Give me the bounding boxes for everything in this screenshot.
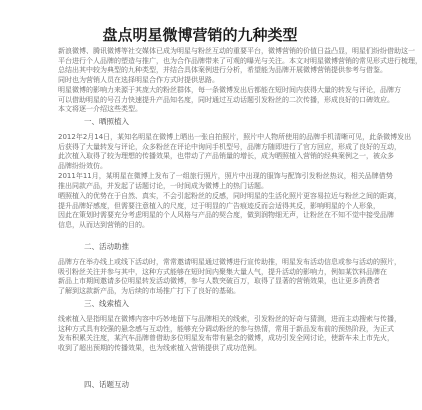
section-heading: 四、话题互动 [84, 380, 129, 389]
paragraph-line: 本文将逐一介绍这些类型。 [58, 105, 142, 114]
paragraph-line: 了解到这款新产品，为后续的市场推广打下了良好的基础。 [58, 286, 240, 295]
paragraph-line: 同时也为营销人员在选择明星合作方式时提供思路。 [58, 75, 219, 84]
paragraph-line: 总结出其中较为典型的九种类型，并结合具体案例进行分析，希望能为品牌开展微博营销提供参考与借鉴。 [58, 66, 387, 75]
paragraph-line: 推出同款产品，并发起了话题讨论，一时间成为微博上的热门话题。 [58, 181, 268, 190]
paragraph-line: 收到了超出预期的传播效果，也为线索植入营销提供了成功范例。 [58, 343, 261, 352]
paragraph-line: 平台进行个人品牌的塑造与推广，也为合作品牌带来了可观的曝光与关注。本文对明星微博营销的常见形式进行梳理， [58, 56, 422, 65]
paragraph-line: 此次植入取得了较为理想的传播效果，也带动了产品销量的增长，成为晒照植入营销的经典案例之一，被众多 [58, 152, 394, 161]
paragraph-line: 吸引粉丝关注并参与其中，这种方式能够在短时间内聚集大量人气，提升活动的影响力，例如某饮料品牌在 [58, 267, 387, 276]
paragraph-line: 这种方式具有较强的悬念感与互动性，能够充分调动粉丝的参与热情，常用于新品发布前的预热阶段，为正式 [58, 324, 394, 333]
paragraph-line: 后获得了大量转发与评论，众多粉丝在评论中询问手机型号，品牌方随即进行了官方回应，形成了良好的互动， [58, 142, 401, 151]
paragraph-line: 明星微博的影响力来源于其庞大的粉丝群体，每一条微博发出后都能在短时间内获得大量的转发与评论，品牌方 [58, 86, 401, 94]
paragraph-line: 品牌方在举办线上或线下活动时，常常邀请明星通过微博进行宣传助推，明星发布活动信息或参与活动的照片， [58, 258, 401, 266]
paragraph-line: 信息，从而达到营销的目的。 [58, 220, 149, 229]
paragraph-line: 品牌纷纷效仿。 [58, 161, 107, 170]
section-heading: 二、活动助推 [84, 242, 129, 251]
paragraph-line: 线索植入是指明星在微博内容中巧妙地留下与品牌相关的线索，引发粉丝的好奇与猜测，进而主动搜索与传播， [58, 315, 401, 323]
paragraph-line: 因此在策划时需要充分考虑明星的个人风格与产品的契合度，做到润物细无声，让粉丝在不知不觉中接受品牌 [58, 211, 394, 220]
paragraph-line: 2012年2月14日，某知名明星在微博上晒出一张自拍照片，照片中人物所使用的品牌手机清晰可见，此条微博发出 [58, 133, 412, 141]
section-heading: 一、晒照植入 [84, 117, 129, 126]
paragraph-line: 发布积累关注度，某汽车品牌曾借助多位明星发布带有悬念的微博，成功引发全网讨论，使新车未上市先火， [58, 334, 394, 343]
paragraph-line: 晒照植入的优势在于自然、真实，不会引起粉丝的反感，同时明星的生活化照片更容易拉近与粉丝之间的距离， [58, 192, 401, 200]
paragraph-line: 新浪微博、腾讯微博等社交媒体已成为明星与粉丝互动的重要平台，微博营销的价值日益凸显，明星们纷纷借助这一 [58, 47, 415, 55]
paragraph-line: 可以借助明星的号召力快速提升产品知名度，同时通过互动话题引发粉丝的二次传播，形成良好的口碑效应。 [58, 95, 394, 104]
paragraph-line: 新品上市期间邀请多位明星转发活动微博，参与人数突破百万，取得了显著的营销效果，也让更多消费者 [58, 277, 380, 286]
paragraph-line: 2011年11月，某明星在微博上发布了一组旅行照片，照片中出现的服饰与配饰引发粉丝热议，相关品牌借势 [58, 172, 393, 180]
paragraph-line: 提升品牌好感度，但需要注意植入的尺度，过于明显的广告痕迹反而会适得其反，影响明星的个人形象， [58, 201, 380, 210]
document-title: 盘点明星微博营销的九种类型 [102, 26, 298, 44]
section-heading: 三、线索植入 [84, 299, 129, 308]
